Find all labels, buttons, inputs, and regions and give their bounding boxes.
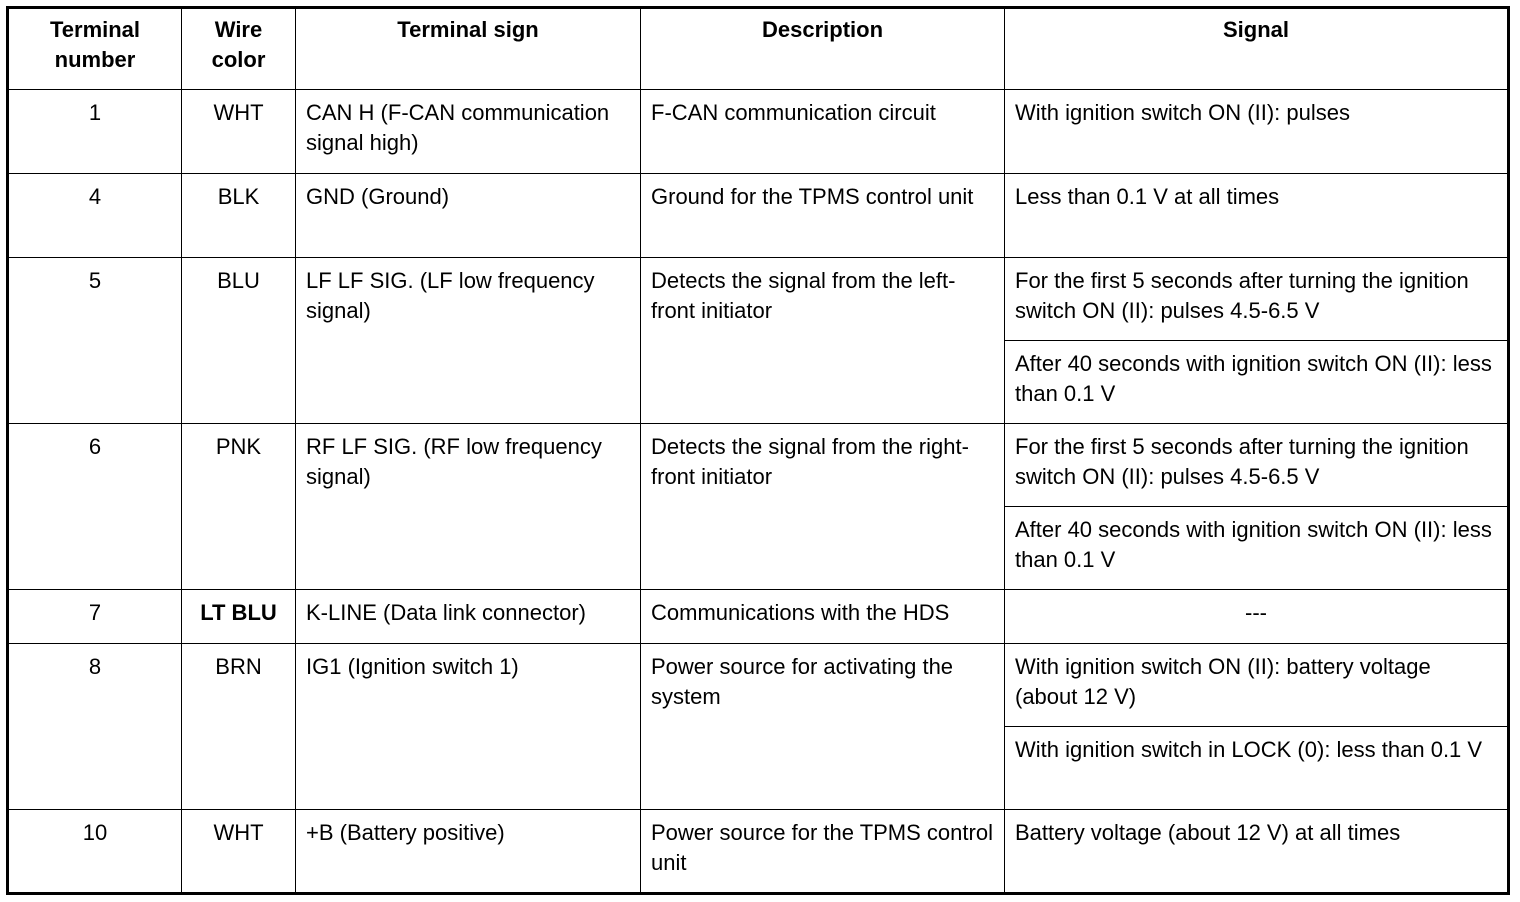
table-row [8, 424, 1509, 507]
wire-color-cell: LT BLU [182, 590, 296, 644]
terminal-number-cell: 8 [8, 644, 182, 810]
description-cell: Ground for the TPMS control unit [641, 174, 1005, 258]
description-cell: Detects the signal from the left-front initiator [641, 258, 1005, 424]
terminal-number-cell: 6 [8, 424, 182, 590]
description-cell: Power source for the TPMS control unit [641, 810, 1005, 894]
description-cell: Detects the signal from the right-front initiator [641, 424, 1005, 590]
terminal-sign-cell: LF LF SIG. (LF low frequency signal) [296, 258, 641, 424]
wire-color-cell: BRN [182, 644, 296, 810]
signal-cell: After 40 seconds with ignition switch ON (II): less than 0.1 V [1005, 507, 1509, 590]
table-row [8, 90, 1509, 174]
terminal-sign-cell: RF LF SIG. (RF low frequency signal) [296, 424, 641, 590]
header-terminal-sign: Terminal sign [296, 8, 641, 90]
signal-cell: After 40 seconds with ignition switch ON (II): less than 0.1 V [1005, 341, 1509, 424]
signal-cell: With ignition switch in LOCK (0): less than 0.1 V [1005, 727, 1509, 810]
header-wire-color: Wire color [182, 8, 296, 90]
header-signal: Signal [1005, 8, 1509, 90]
terminal-sign-cell: +B (Battery positive) [296, 810, 641, 894]
wire-color-cell: PNK [182, 424, 296, 590]
terminal-sign-cell: K-LINE (Data link connector) [296, 590, 641, 644]
signal-cell: With ignition switch ON (II): battery voltage (about 12 V) [1005, 644, 1509, 727]
wire-color-cell: WHT [182, 810, 296, 894]
header-terminal-number: Terminal number [8, 8, 182, 90]
table-row [8, 590, 1509, 644]
signal-cell: --- [1005, 590, 1509, 644]
header-row [8, 8, 1509, 90]
signal-cell: Less than 0.1 V at all times [1005, 174, 1509, 258]
table-row [8, 644, 1509, 727]
description-cell: F-CAN communication circuit [641, 90, 1005, 174]
wire-color-cell: WHT [182, 90, 296, 174]
terminal-number-cell: 5 [8, 258, 182, 424]
terminal-number-cell: 7 [8, 590, 182, 644]
description-cell: Power source for activating the system [641, 644, 1005, 810]
table-row [8, 174, 1509, 258]
terminal-number-cell: 10 [8, 810, 182, 894]
terminal-sign-cell: IG1 (Ignition switch 1) [296, 644, 641, 810]
terminal-sign-cell: GND (Ground) [296, 174, 641, 258]
table-row [8, 258, 1509, 341]
terminal-number-cell: 1 [8, 90, 182, 174]
signal-cell: For the first 5 seconds after turning the ignition switch ON (II): pulses 4.5-6.5 V [1005, 424, 1509, 507]
header-description: Description [641, 8, 1005, 90]
signal-cell: Battery voltage (about 12 V) at all times [1005, 810, 1509, 894]
terminal-number-cell: 4 [8, 174, 182, 258]
signal-cell: For the first 5 seconds after turning the ignition switch ON (II): pulses 4.5-6.5 V [1005, 258, 1509, 341]
terminal-table-container [6, 6, 1510, 895]
wire-color-cell: BLK [182, 174, 296, 258]
signal-cell: With ignition switch ON (II): pulses [1005, 90, 1509, 174]
table-row [8, 810, 1509, 894]
terminal-sign-cell: CAN H (F-CAN communication signal high) [296, 90, 641, 174]
description-cell: Communications with the HDS [641, 590, 1005, 644]
wire-color-cell: BLU [182, 258, 296, 424]
terminal-table [6, 6, 1510, 895]
